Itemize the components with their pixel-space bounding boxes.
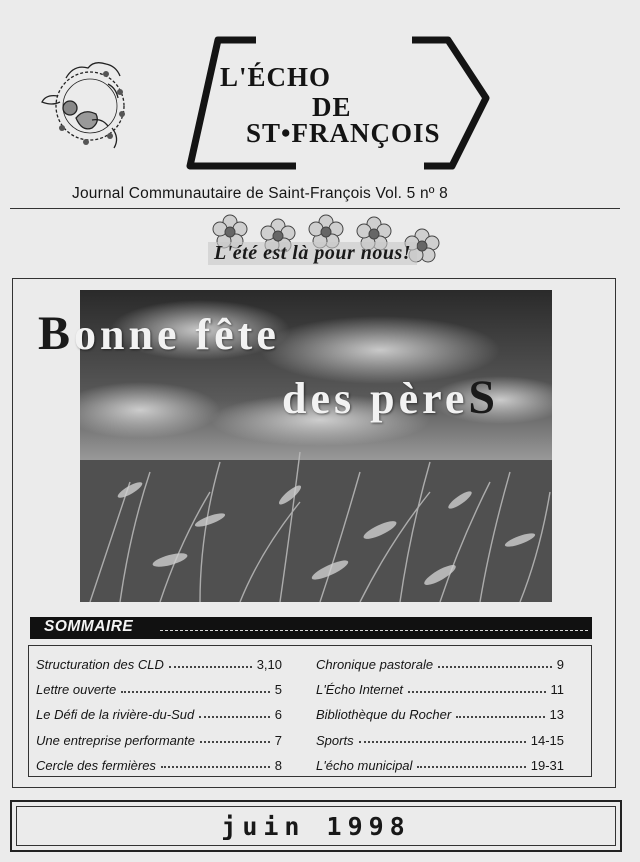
header-divider <box>10 208 620 209</box>
toc-item[interactable] <box>316 677 564 702</box>
headline-line2-text: des père <box>282 374 469 423</box>
masthead-title-line2: DE <box>312 92 352 122</box>
toc-leader <box>200 741 270 743</box>
toc-item-title: Lettre ouverte <box>36 682 117 698</box>
toc-item-page: 5 <box>274 682 282 698</box>
headline-cap-s: S <box>468 371 500 424</box>
toc-item-page: 19-31 <box>530 757 564 773</box>
footer-inner-frame <box>16 806 616 846</box>
toc-item-title: Structuration des CLD <box>36 657 164 673</box>
toc-item-title: Chronique pastorale <box>316 657 434 673</box>
toc-item[interactable] <box>316 753 564 778</box>
issue-date: juin 1998 <box>221 811 411 841</box>
toc-leader <box>438 666 552 668</box>
toc-item-title: Sports <box>316 732 354 748</box>
toc-item[interactable] <box>36 702 282 727</box>
toc-leader <box>359 741 526 743</box>
toc-leader <box>456 716 544 718</box>
masthead-title-line1: L'ÉCHO <box>220 62 332 92</box>
toc-item[interactable] <box>36 652 282 677</box>
toc-leader <box>417 766 525 768</box>
toc-leader <box>408 691 545 693</box>
toc-item[interactable] <box>36 677 282 702</box>
toc-leader <box>169 666 252 668</box>
toc-leader <box>161 766 270 768</box>
toc-item-page: 7 <box>274 732 282 748</box>
toc-item[interactable] <box>36 753 282 778</box>
toc-item-title: Bibliothèque du Rocher <box>316 707 452 723</box>
toc-item-title: Le Défi de la rivière-du-Sud <box>36 707 195 723</box>
toc-item-page: 13 <box>549 707 564 723</box>
headline-cap-b: B <box>38 307 75 360</box>
toc-item[interactable] <box>316 728 564 753</box>
masthead-title-line3: ST•FRANÇOIS <box>246 118 441 148</box>
sommaire-title: SOMMAIRE <box>44 618 134 635</box>
journal-subtitle: Journal Communautaire de Saint-François Vol. 5 nº 8 <box>72 185 448 202</box>
toc-right-column <box>316 652 564 778</box>
toc-item[interactable] <box>316 652 564 677</box>
toc-item-page: 9 <box>556 657 564 673</box>
toc-leader <box>121 691 270 693</box>
toc-item-title: Une entreprise performante <box>36 732 195 748</box>
headline-line1-text: onne fête <box>74 310 280 359</box>
toc-left-column <box>36 652 282 778</box>
toc-item-page: 11 <box>550 682 564 698</box>
toc-item-title: L'Écho Internet <box>316 682 404 698</box>
toc-item-page: 8 <box>274 757 282 773</box>
toc-item-title: L'écho municipal <box>316 757 413 773</box>
toc-item-page: 3,10 <box>256 657 282 673</box>
toc-item[interactable] <box>36 728 282 753</box>
toc-item-page: 14-15 <box>530 732 564 748</box>
headline-line2 <box>282 370 499 425</box>
headline-line1 <box>38 306 280 361</box>
toc-leader <box>199 716 270 718</box>
summer-banner-text: L'été est là pour nous! <box>208 242 417 265</box>
toc-item[interactable] <box>316 702 564 727</box>
toc-item-page: 6 <box>274 707 282 723</box>
wreath-bird-logo-icon <box>36 48 142 160</box>
sommaire-dashed-rule <box>160 630 588 631</box>
toc-item-title: Cercle des fermières <box>36 757 156 773</box>
